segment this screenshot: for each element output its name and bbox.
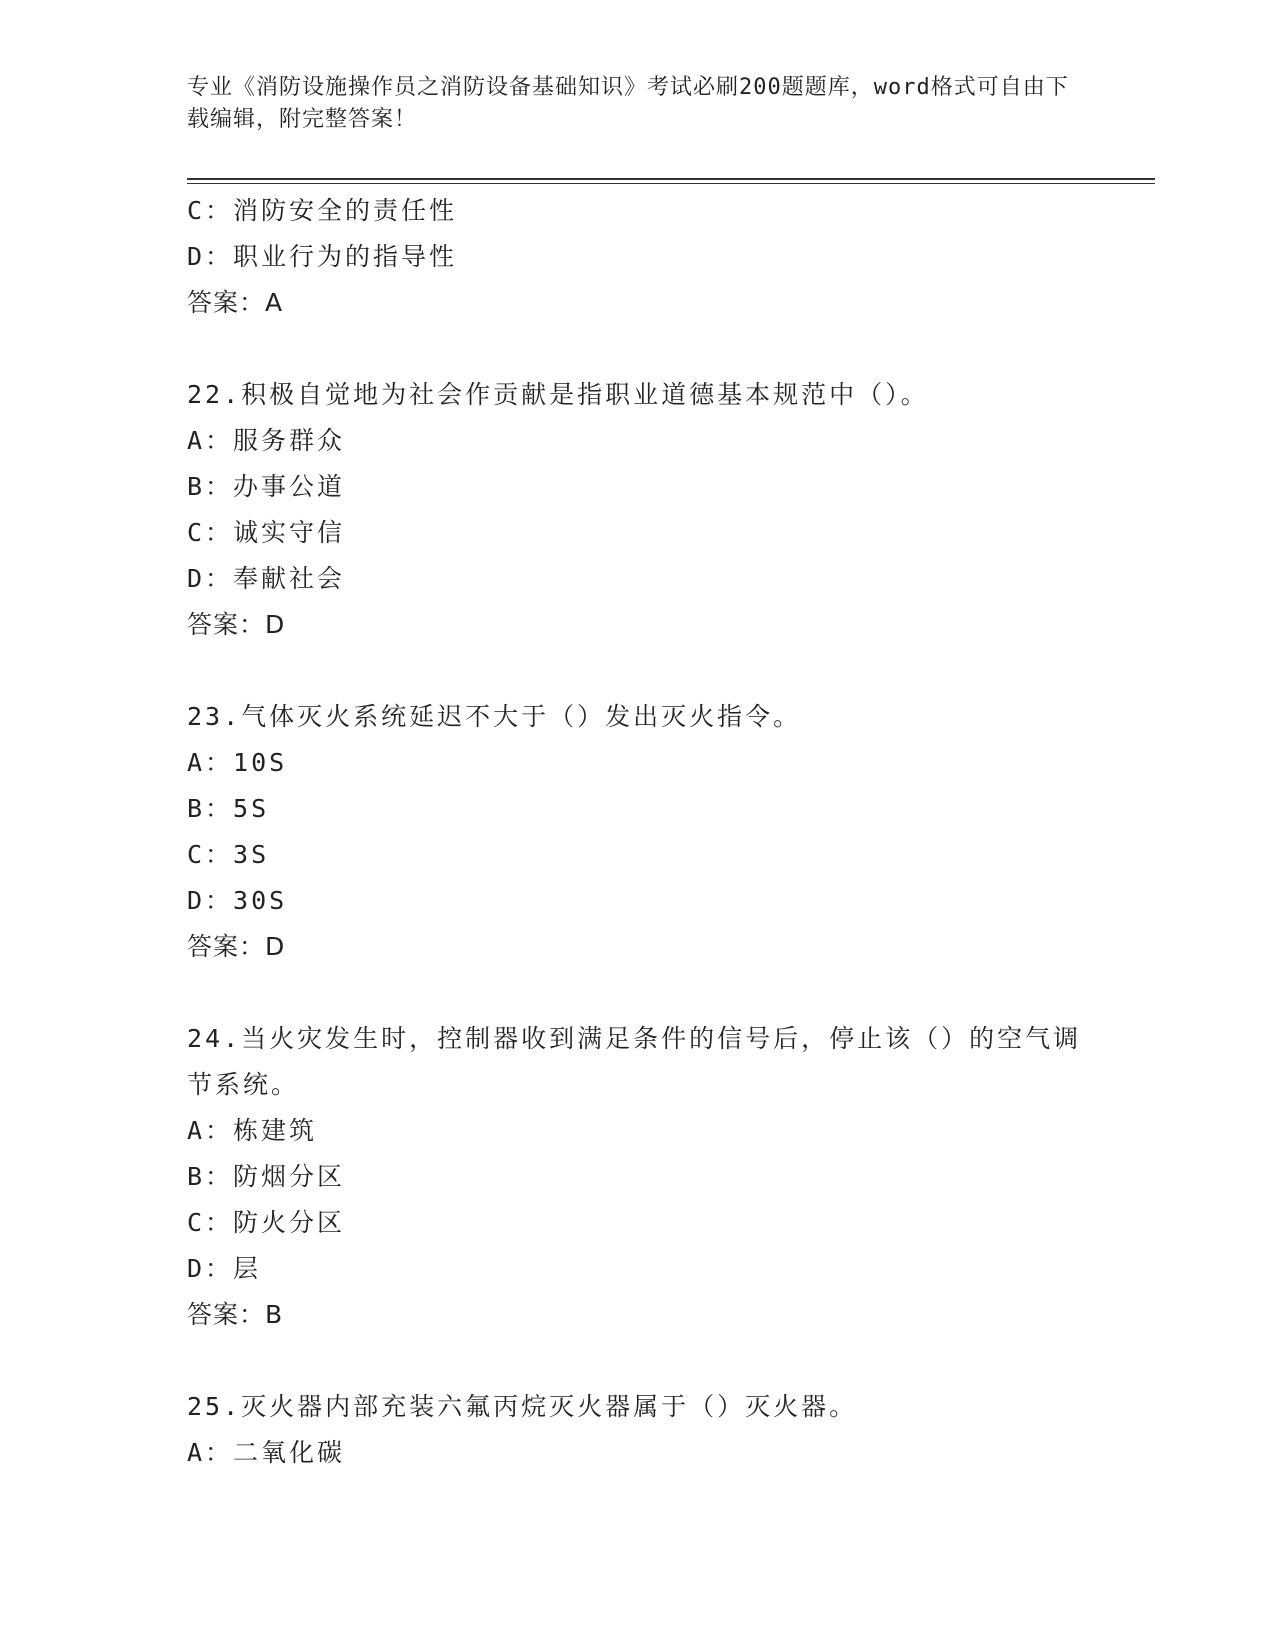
spacer bbox=[187, 648, 1087, 694]
option-a: A：服务群众 bbox=[187, 426, 346, 455]
option-b: B：办事公道 bbox=[187, 472, 346, 501]
option-a: A：10S bbox=[187, 748, 288, 777]
option-c: C：消防安全的责任性 bbox=[187, 196, 458, 225]
answer-line: 答案：D bbox=[187, 610, 286, 639]
document-body bbox=[187, 188, 1087, 1476]
answer-line: 答案：A bbox=[187, 288, 284, 317]
spacer bbox=[187, 1338, 1087, 1384]
option-a: A：栋建筑 bbox=[187, 1116, 318, 1145]
option-d: D：奉献社会 bbox=[187, 564, 346, 593]
document-header: 专业《消防设施操作员之消防设备基础知识》考试必刷200题题库，word格式可自由下载编辑，附完整答案！ bbox=[187, 75, 1069, 132]
option-d: D：30S bbox=[187, 886, 288, 915]
question-text: 25.灭火器内部充装六氟丙烷灭火器属于（）灭火器。 bbox=[187, 1392, 858, 1421]
header-rule-thin bbox=[187, 183, 1155, 184]
header-rule-thick bbox=[187, 178, 1155, 180]
option-b: B：防烟分区 bbox=[187, 1162, 346, 1191]
option-c: C：3S bbox=[187, 840, 270, 869]
option-c: C：防火分区 bbox=[187, 1208, 346, 1237]
option-c: C：诚实守信 bbox=[187, 518, 346, 547]
spacer bbox=[187, 970, 1087, 1016]
question-text: 22.积极自觉地为社会作贡献是指职业道德基本规范中（）。 bbox=[187, 380, 929, 409]
answer-line: 答案：D bbox=[187, 932, 286, 961]
question-text: 23.气体灭火系统延迟不大于（）发出灭火指令。 bbox=[187, 702, 802, 731]
option-d: D：层 bbox=[187, 1254, 262, 1283]
spacer bbox=[187, 326, 1087, 372]
question-text: 24.当火灾发生时，控制器收到满足条件的信号后，停止该（）的空气调节系统。 bbox=[187, 1024, 1082, 1099]
option-d: D：职业行为的指导性 bbox=[187, 242, 458, 271]
option-a: A：二氧化碳 bbox=[187, 1438, 346, 1467]
option-b: B：5S bbox=[187, 794, 270, 823]
answer-line: 答案：B bbox=[187, 1300, 284, 1329]
